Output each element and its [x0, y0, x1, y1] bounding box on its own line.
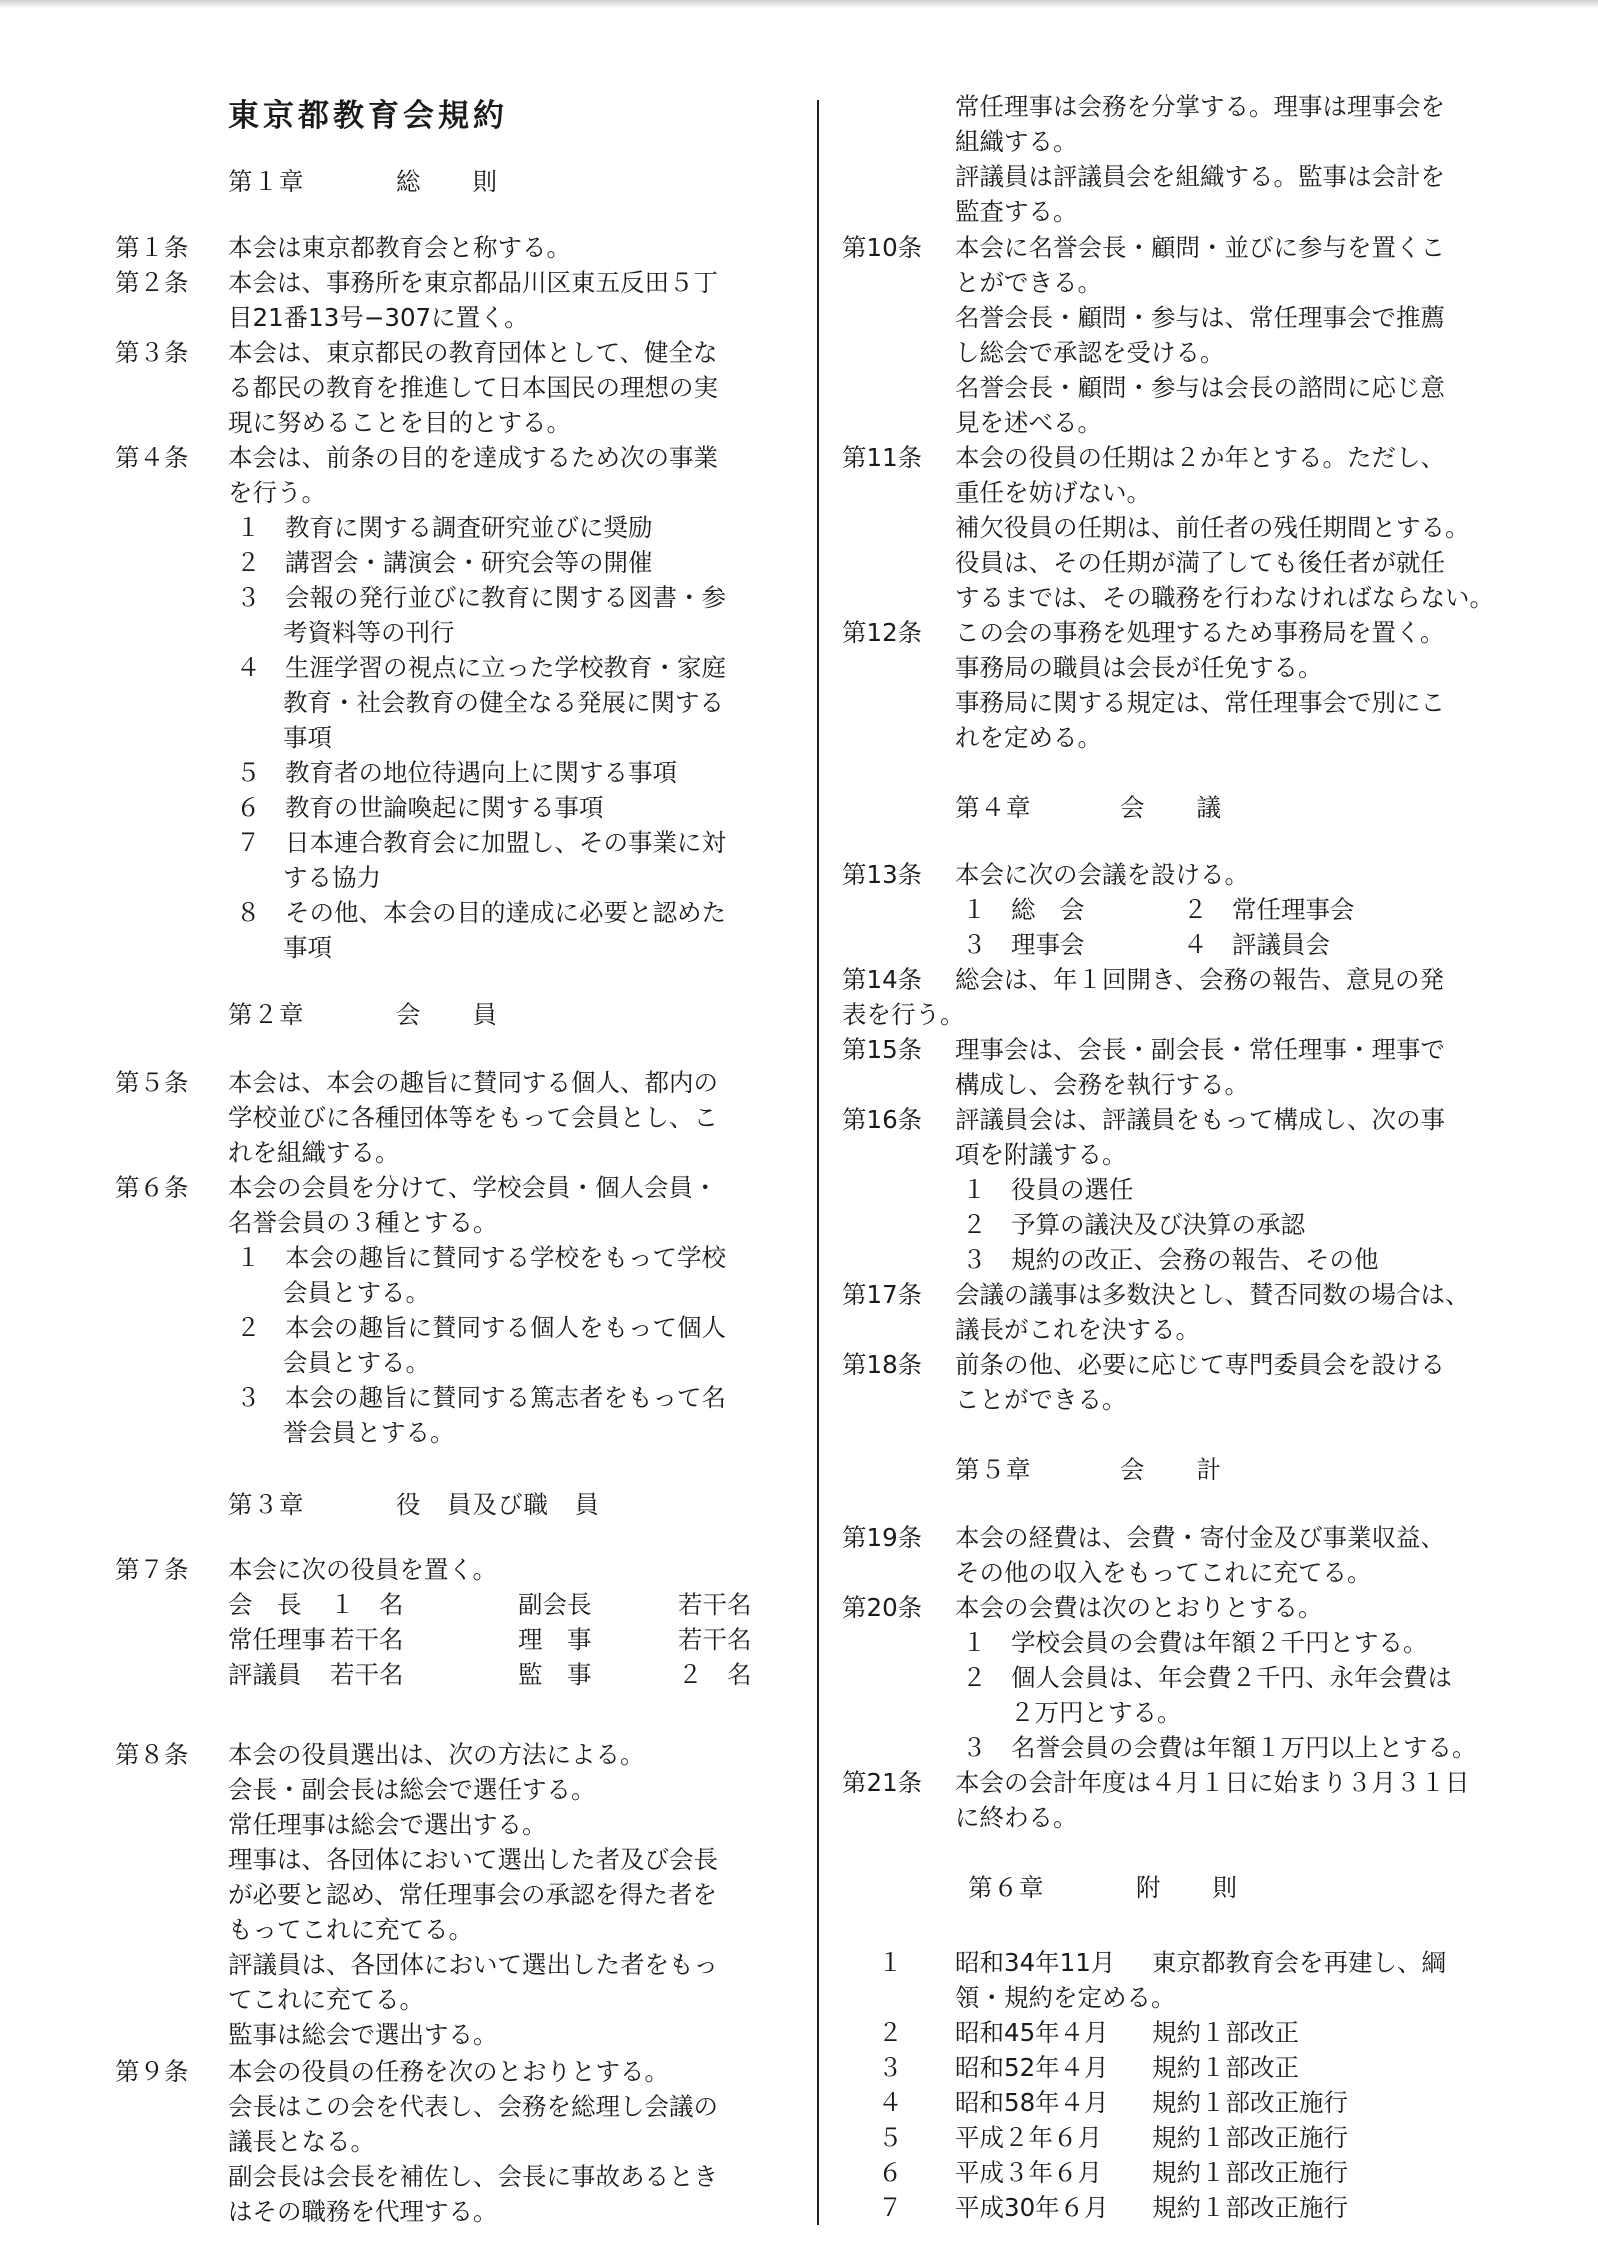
text-line: ３ 名誉会員の会費は年額１万円以上とする。 [962, 1733, 1477, 1762]
text-line: 理事会は、会長・副会長・常任理事・理事で [955, 1035, 1445, 1064]
scan-top-edge [0, 0, 1598, 8]
text-line: 会員とする。 [283, 1278, 430, 1307]
text-line: 目21番13号−307に置く。 [228, 303, 529, 332]
history-text: 規約１部改正施行 [1152, 2088, 1348, 2117]
history-text: 東京都教育会を再建し、綱 [1152, 1948, 1446, 1977]
chapter-name: 総 則 [396, 167, 498, 196]
text-line: ２ 本会の趣旨に賛同する個人をもって個人 [236, 1313, 726, 1342]
text-line: 項を附議する。 [955, 1140, 1127, 1169]
officer-cell: 若干名 [330, 1625, 404, 1654]
text-line: 会長・副会長は総会で選任する。 [228, 1775, 596, 1804]
history-text: 規約１部改正施行 [1152, 2158, 1348, 2187]
history-number: ２ [878, 2018, 903, 2047]
officer-cell: 常任理事 [228, 1625, 326, 1654]
officer-cell: 若干名 [330, 1660, 404, 1689]
chapter-label: 第２章 [228, 1000, 305, 1029]
text-line: 会員とする。 [283, 1348, 430, 1377]
text-line: れを組織する。 [228, 1138, 400, 1167]
article-number: 第19条 [842, 1523, 923, 1552]
history-number: ４ [878, 2088, 903, 2117]
text-line: 本会は、事務所を東京都品川区東五反田５丁 [228, 268, 718, 297]
chapter-label: 第６章 [968, 1873, 1045, 1902]
text-line: 事項 [283, 933, 332, 962]
text-line: れを定める。 [955, 723, 1102, 752]
chapter-name: 役 員及び職 員 [396, 1490, 600, 1519]
text-line: 議長となる。 [228, 2127, 375, 2156]
history-number: １ [878, 1948, 903, 1977]
text-line: 本会に次の会議を設ける。 [955, 860, 1249, 889]
text-line: 名誉会員の３種とする。 [228, 1208, 498, 1237]
chapter-label: 第３章 [228, 1490, 305, 1519]
text-line: 評議員会は、評議員をもって構成し、次の事 [955, 1105, 1445, 1134]
article-number: 第１条 [115, 233, 189, 262]
chapter-name: 附 則 [1136, 1873, 1238, 1902]
history-text: 規約１部改正施行 [1152, 2193, 1348, 2222]
text-line: 常任理事は総会で選出する。 [228, 1810, 547, 1839]
text-line: 現に努めることを目的とする。 [228, 408, 571, 437]
history-date: 昭和52年４月 [955, 2053, 1109, 2082]
text-line: 本会は、東京都民の教育団体として、健全な [228, 338, 718, 367]
officer-cell: 若干名 [678, 1590, 752, 1619]
article-number: 第17条 [842, 1280, 923, 1309]
text-line: 本会に名誉会長・顧問・並びに参与を置くこ [955, 233, 1445, 262]
text-line: 本会に次の役員を置く。 [228, 1555, 498, 1584]
article-number: 第14条 [842, 965, 923, 994]
article-number: 第10条 [842, 233, 923, 262]
text-line: 本会は、前条の目的を達成するため次の事業 [228, 443, 718, 472]
history-text: 規約１部改正 [1152, 2018, 1299, 2047]
text-line: 理事は、各団体において選出した者及び会長 [228, 1845, 718, 1874]
column-divider [817, 100, 819, 2225]
history-text: 領・規約を定める。 [955, 1983, 1176, 2012]
text-line: ２ 講習会・講演会・研究会等の開催 [236, 548, 653, 577]
chapter-label: 第５章 [955, 1455, 1032, 1484]
officer-cell: 副会長 [518, 1590, 592, 1619]
officer-cell: １ 名 [330, 1590, 404, 1619]
text-line: 事務局に関する規定は、常任理事会で別にこ [955, 688, 1445, 717]
article-number: 第18条 [842, 1350, 923, 1379]
history-date: 平成２年６月 [955, 2123, 1102, 2152]
text-line: 事務局の職員は会長が任免する。 [955, 653, 1323, 682]
chapter-name: 会 員 [396, 1000, 498, 1029]
history-number: ７ [878, 2193, 903, 2222]
text-line: 会長はこの会を代表し、会務を総理し会議の [228, 2092, 718, 2121]
article-number: 第３条 [115, 338, 189, 367]
text-line: し総会で承認を受ける。 [955, 338, 1225, 367]
text-line: 本会の経費は、会費・寄付金及び事業収益、 [955, 1523, 1445, 1552]
text-line: ２万円とする。 [1010, 1698, 1182, 1727]
text-line: 本会の会費は次のとおりとする。 [955, 1593, 1323, 1622]
article-number: 第４条 [115, 443, 189, 472]
text-line: 監事は総会で選出する。 [228, 2020, 498, 2049]
text-line: 常任理事は会務を分掌する。理事は理事会を [955, 92, 1445, 121]
article-number: 第21条 [842, 1768, 923, 1797]
text-line: る都民の教育を推進して日本国民の理想の実 [228, 373, 718, 402]
text-line: ３ 本会の趣旨に賛同する篤志者をもって名 [236, 1383, 726, 1412]
text-line: ２ 個人会員は、年会費２千円、永年会費は [962, 1663, 1452, 1692]
text-line: ３ 理事会 [962, 930, 1085, 959]
text-line: する協力 [283, 863, 381, 892]
text-line: に終わる。 [955, 1803, 1078, 1832]
history-date: 昭和58年４月 [955, 2088, 1109, 2117]
text-line: ８ その他、本会の目的達成に必要と認めた [236, 898, 726, 927]
text-line: 誉会員とする。 [283, 1418, 455, 1447]
text-line: １ 教育に関する調査研究並びに奨励 [236, 513, 653, 542]
text-line: 議長がこれを決する。 [955, 1315, 1200, 1344]
text-line: 見を述べる。 [955, 408, 1102, 437]
text-line: 前条の他、必要に応じて専門委員会を設ける [955, 1350, 1445, 1379]
article-number: 第12条 [842, 618, 923, 647]
article-number: 第６条 [115, 1173, 189, 1202]
text-line: ３ 会報の発行並びに教育に関する図書・参 [236, 583, 726, 612]
history-date: 昭和34年11月 [955, 1948, 1116, 1977]
text-line: 考資料等の刊行 [283, 618, 455, 647]
article-number: 第９条 [115, 2057, 189, 2086]
officer-cell: 理 事 [518, 1625, 592, 1654]
officer-cell: 会 長 [228, 1590, 302, 1619]
text-line: 監査する。 [955, 197, 1078, 226]
document-title: 東京都教育会規約 [228, 98, 508, 134]
article-number: 第７条 [115, 1555, 189, 1584]
text-line: 役員は、その任期が満了しても後任者が就任 [955, 548, 1445, 577]
text-line: この会の事務を処理するため事務局を置く。 [955, 618, 1445, 647]
text-line: ２ 予算の議決及び決算の承認 [962, 1210, 1305, 1239]
text-line: 本会の会計年度は４月１日に始まり３月３１日 [955, 1768, 1470, 1797]
text-line: 評議員は評議員会を組織する。監事は会計を [955, 162, 1445, 191]
officer-cell: 若干名 [678, 1625, 752, 1654]
text-line: １ 学校会員の会費は年額２千円とする。 [962, 1628, 1428, 1657]
text-line: を行う。 [228, 478, 326, 507]
text-line: てこれに充てる。 [228, 1985, 424, 2014]
text-line: 教育・社会教育の健全なる発展に関する [283, 688, 724, 717]
text-line: するまでは、その職務を行わなければならない。 [955, 583, 1494, 612]
officer-cell: ２ 名 [678, 1660, 752, 1689]
text-line: 構成し、会務を執行する。 [955, 1070, 1249, 1099]
history-number: ３ [878, 2053, 903, 2082]
text-line: 本会は東京都教育会と称する。 [228, 233, 571, 262]
text-line: ５ 教育者の地位待遇向上に関する事項 [236, 758, 677, 787]
article-number: 第５条 [115, 1068, 189, 1097]
article-number: 第11条 [842, 443, 923, 472]
text-line: ３ 規約の改正、会務の報告、その他 [962, 1245, 1379, 1274]
history-number: ６ [878, 2158, 903, 2187]
text-line: ２ 常任理事会 [1183, 895, 1355, 924]
text-line: ６ 教育の世論喚起に関する事項 [236, 793, 604, 822]
chapter-label: 第１章 [228, 167, 305, 196]
article-number: 第８条 [115, 1740, 189, 1769]
history-date: 昭和45年４月 [955, 2018, 1109, 2047]
text-line: 評議員は、各団体において選出した者をもっ [228, 1950, 718, 1979]
officer-cell: 評議員 [228, 1660, 302, 1689]
text-line: 副会長は会長を補佐し、会長に事故あるとき [228, 2162, 718, 2191]
text-line: 本会の役員の任務を次のとおりとする。 [228, 2057, 669, 2086]
text-line: もってこれに充てる。 [228, 1915, 473, 1944]
history-number: ５ [878, 2123, 903, 2152]
text-line: １ 総 会 [962, 895, 1085, 924]
text-line: １ 本会の趣旨に賛同する学校をもって学校 [236, 1243, 726, 1272]
article-number: 第13条 [842, 860, 923, 889]
article-number: 第20条 [842, 1593, 923, 1622]
officer-cell: 監 事 [518, 1660, 592, 1689]
text-line: その他の収入をもってこれに充てる。 [955, 1558, 1372, 1587]
text-line: 名誉会長・顧問・参与は、常任理事会で推薦 [955, 303, 1445, 332]
text-line: 総会は、年１回開き、会務の報告、意見の発 [955, 965, 1445, 994]
text-line: 本会の役員の任期は２か年とする。ただし、 [955, 443, 1445, 472]
text-line: 本会は、本会の趣旨に賛同する個人、都内の [228, 1068, 718, 1097]
text-line: が必要と認め、常任理事会の承認を得た者を [228, 1880, 718, 1909]
chapter-name: 会 議 [1120, 793, 1222, 822]
text-line: ４ 生涯学習の視点に立った学校教育・家庭 [236, 653, 726, 682]
text-line: 組織する。 [955, 127, 1078, 156]
text-line: ことができる。 [955, 1385, 1127, 1414]
text-line: とができる。 [955, 268, 1102, 297]
history-text: 規約１部改正施行 [1152, 2123, 1348, 2152]
text-line: 事項 [283, 723, 332, 752]
text-line: 名誉会長・顧問・参与は会長の諮問に応じ意 [955, 373, 1445, 402]
history-date: 平成30年６月 [955, 2193, 1109, 2222]
text-line: 補欠役員の任期は、前任者の残任期間とする。 [955, 513, 1470, 542]
text-line: ７ 日本連合教育会に加盟し、その事業に対 [236, 828, 726, 857]
chapter-label: 第４章 [955, 793, 1032, 822]
article-number: 第15条 [842, 1035, 923, 1064]
text-line: 学校並びに各種団体等をもって会員とし、こ [228, 1103, 718, 1132]
chapter-name: 会 計 [1120, 1455, 1222, 1484]
text-line: 本会の会員を分けて、学校会員・個人会員・ [228, 1173, 718, 1202]
text-line: はその職務を代理する。 [228, 2197, 498, 2226]
text-line: 表を行う。 [842, 1000, 965, 1029]
text-line: ４ 評議員会 [1183, 930, 1330, 959]
article-number: 第２条 [115, 268, 189, 297]
history-date: 平成３年６月 [955, 2158, 1102, 2187]
text-line: 重任を妨げない。 [955, 478, 1151, 507]
text-line: 会議の議事は多数決とし、賛否同数の場合は、 [955, 1280, 1470, 1309]
history-text: 規約１部改正 [1152, 2053, 1299, 2082]
article-number: 第16条 [842, 1105, 923, 1134]
text-line: １ 役員の選任 [962, 1175, 1134, 1204]
text-line: 本会の役員選出は、次の方法による。 [228, 1740, 645, 1769]
